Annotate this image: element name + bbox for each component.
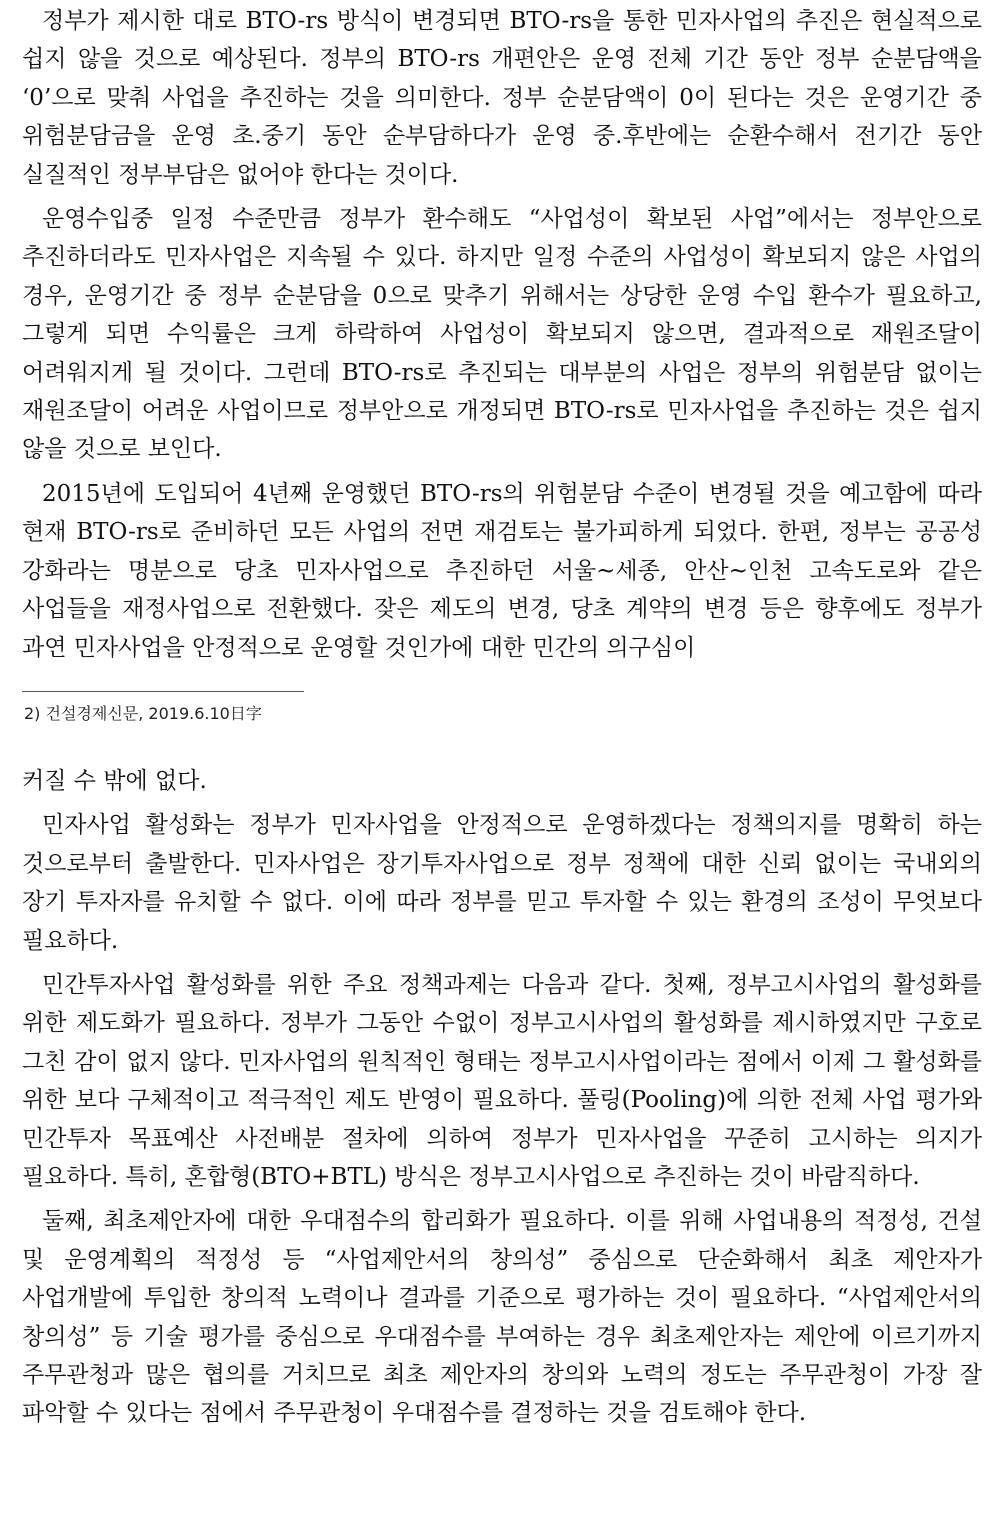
paragraph-policy-will: 민자사업 활성화는 정부가 민자사업을 안정적으로 운영하겠다는 정책의지를 명확히 하는 것으로부터 출발한다. 민자사업은 장기투자사업으로 정부 정책에 대한 신뢰 없이는 국내외의 장기 투자자를 유치할 수 없다. 이에 따라 정부를 믿고 투자할 수 있는 환경의 조성이 무엇보다 필요하다.: [22, 812, 982, 954]
paragraph-policy-task-first: 민간투자사업 활성화를 위한 주요 정책과제는 다음과 같다. 첫째, 정부고시사업의 활성화를 위한 제도화가 필요하다. 정부가 그동안 수없이 정부고시사업의 활성화를 제시하였지만 구호로 그친 감이 없지 않다. 민자사업의 원칙적인 형태는 정부고시사업이라는 점에서 이제 그 활성화를 위한 보다 구체적이고 적극적인 제도 반영이 필요하다. 풀링(Pooling)에 의한 전체 사업 평가와 민간투자 목표예산 사전배분 절차에 의하여 정부가 민자사업을 꾸준히 고시하는 의지가 필요하다. 특히, 혼합형(BTO+BTL) 방식은 정부고시사업으로 추진하는 것이 바람직하다.: [22, 971, 982, 1190]
paragraph-policy-review: 2015년에 도입되어 4년째 운영했던 BTO-rs의 위험분담 수준이 변경될 것을 예고함에 따라 현재 BTO-rs로 준비하던 모든 사업의 전면 재검토는 불가피하게 되었다. 한편, 정부는 공공성 강화라는 명분으로 당초 민자사업으로 추진하던 서울~세종, 안산~인천 고속도로와 같은 사업들을 재정사업으로 전환했다. 잦은 제도의 변경, 당초 계약의 변경 등은 향후에도 정부가 과연 민자사업을 안정적으로 운영할 것인가에 대한 민간의 의구심이: [22, 480, 982, 661]
paragraph-policy-task-second: 둘째, 최초제안자에 대한 우대점수의 합리화가 필요하다. 이를 위해 사업내용의 적정성, 건설 및 운영계획의 적정성 등 “사업제안서의 창의성” 중심으로 단순화해서 최초 제안자가 사업개발에 투입한 창의적 노력이나 결과를 기준으로 평가하는 것이 필요하다. “사업제안서의 창의성” 등 기술 평가를 중심으로 우대점수를 부여하는 경우 최초제안자는 제안에 이르기까지 주무관청과 많은 협의를 거치므로 최초 제안자의 창의와 노력의 정도는 주무관청이 가장 잘 파악할 수 있다는 점에서 주무관청이 우대점수를 결정하는 것을 검토해야 한다.: [22, 1208, 982, 1427]
paragraph-revenue-recovery: 운영수입중 일정 수준만큼 정부가 환수해도 “사업성이 확보된 사업”에서는 정부안으로 추진하더라도 민자사업은 지속될 수 있다. 하지만 일정 수준의 사업성이 확보되지 않은 사업의 경우, 운영기간 중 정부 순분담을 0으로 맞추기 위해서는 상당한 운영 수입 환수가 필요하고, 그렇게 되면 수익률은 크게 하락하여 사업성이 확보되지 않으면, 결과적으로 재원조달이 어려워지게 될 것이다. 그런데 BTO-rs로 추진되는 대부분의 사업은 정부의 위험분담 없이는 재원조달이 어려운 사업이므로 정부안으로 개정되면 BTO-rs로 민자사업을 추진하는 것은 쉽지 않을 것으로 보인다.: [22, 206, 982, 463]
paragraph-bto-rs-change: 정부가 제시한 대로 BTO-rs 방식이 변경되면 BTO-rs을 통한 민자사업의 추진은 현실적으로 쉽지 않을 것으로 예상된다. 정부의 BTO-rs 개편안은 운영 전체 기간 동안 정부 순분담액을 ‘0’으로 맞춰 사업을 추진하는 것을 의미한다. 정부 순분담액이 0이 된다는 것은 운영기간 중 위험분담금을 운영 초.중기 동안 순부담하다가 운영 중.후반에는 순환수해서 전기간 동안 실질적인 정부부담은 없어야 한다는 것이다.: [22, 8, 982, 188]
paragraph-continued: 커질 수 밖에 없다.: [22, 767, 207, 794]
document-page: [22, 0, 982, 1433]
footnote: 2) 건설경제신문, 2019.6.10日字: [24, 703, 262, 723]
footnote-divider: [22, 691, 304, 692]
